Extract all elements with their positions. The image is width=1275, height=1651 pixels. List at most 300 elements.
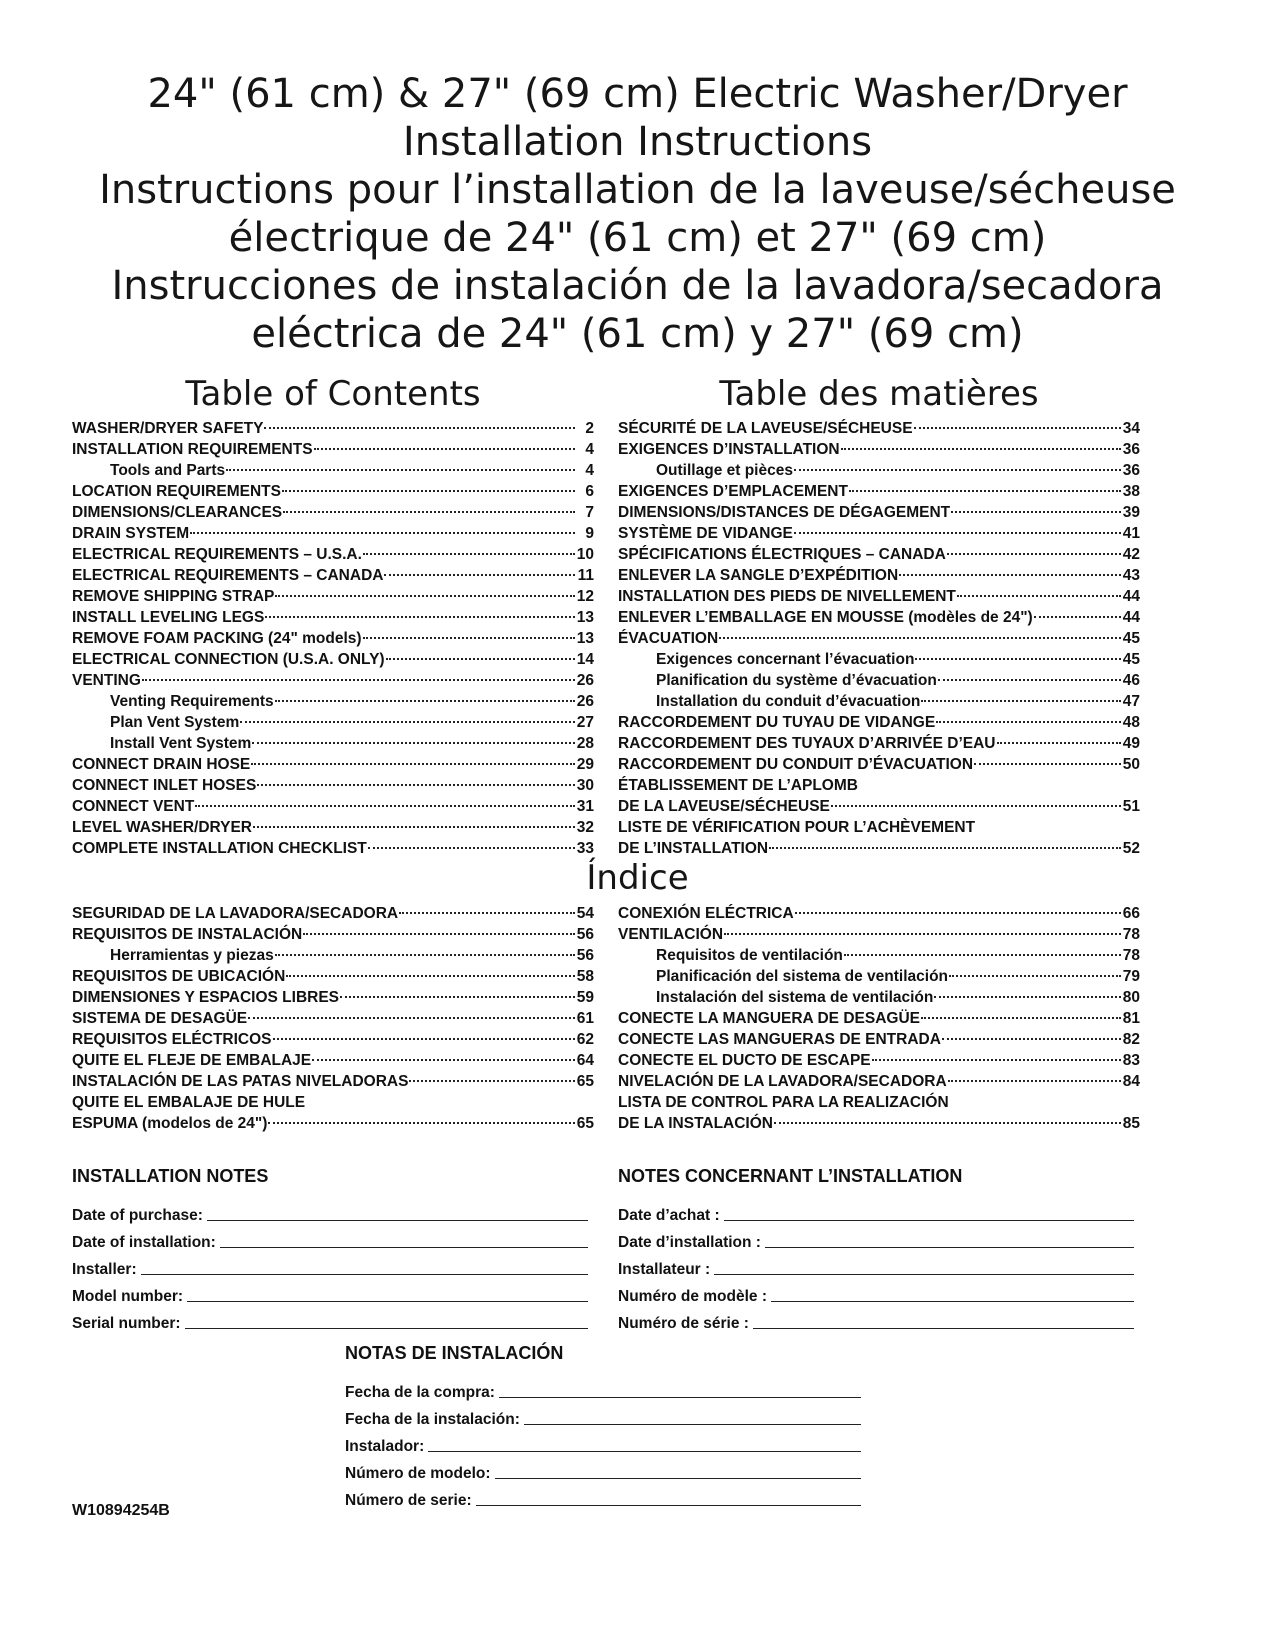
toc-entry-label: DE L’INSTALLATION — [618, 840, 769, 857]
toc-entry[interactable] — [618, 418, 1140, 439]
toc-entry-label: RACCORDEMENT DES TUYAUX D’ARRIVÉE D’EAU — [618, 735, 996, 752]
toc-leader-dots — [264, 427, 575, 429]
toc-entry[interactable] — [618, 460, 1140, 481]
toc-entry[interactable] — [618, 733, 1140, 754]
toc-leader-dots — [282, 490, 575, 492]
installation-notes-fr — [618, 1164, 1134, 1333]
toc-entry-label: LEVEL WASHER/DRYER — [72, 819, 252, 836]
toc-leader-dots — [275, 700, 575, 702]
toc-entry-label: CONNECT INLET HOSES — [72, 777, 257, 794]
toc-entry[interactable] — [618, 565, 1140, 586]
toc-entry[interactable] — [72, 544, 594, 565]
note-field-blank-line[interactable] — [765, 1247, 1134, 1248]
toc-en-heading: Table of Contents — [185, 374, 481, 414]
toc-leader-dots — [240, 721, 575, 723]
note-field-label: Número de modelo: — [345, 1465, 491, 1482]
toc-entry-label: DE LA INSTALACIÓN — [618, 1115, 773, 1132]
toc-entry-label: ÉTABLISSEMENT DE L’APLOMB — [618, 777, 858, 794]
toc-entry-label: COMPLETE INSTALLATION CHECKLIST — [72, 840, 367, 857]
note-field-blank-line[interactable] — [220, 1247, 588, 1248]
toc-entry-label: DRAIN SYSTEM — [72, 525, 190, 542]
toc-entry-label: Outillage et pièces — [656, 462, 793, 479]
toc-entry-page: 56 — [576, 947, 594, 964]
toc-entry[interactable] — [72, 691, 594, 712]
toc-leader-dots — [283, 511, 575, 513]
toc-leader-dots — [769, 847, 1121, 849]
toc-entry[interactable] — [72, 460, 594, 481]
toc-entry-label: RACCORDEMENT DU CONDUIT D’ÉVACUATION — [618, 756, 974, 773]
toc-entry[interactable] — [618, 1029, 1140, 1050]
toc-entry[interactable] — [618, 670, 1140, 691]
toc-leader-dots — [949, 975, 1121, 977]
toc-leader-dots — [872, 1059, 1121, 1061]
toc-entry-label: CONECTE LAS MANGUERAS DE ENTRADA — [618, 1031, 941, 1048]
note-field-row — [72, 1306, 588, 1333]
toc-entry-page: 51 — [1122, 798, 1140, 815]
toc-entry[interactable] — [618, 691, 1140, 712]
toc-entry[interactable] — [72, 670, 594, 691]
toc-entry-label: DIMENSIONES Y ESPACIOS LIBRES — [72, 989, 340, 1006]
toc-entry-label: SPÉCIFICATIONS ÉLECTRIQUES – CANADA — [618, 546, 946, 563]
toc-entry[interactable] — [618, 754, 1140, 775]
note-field-blank-line[interactable] — [207, 1220, 588, 1221]
toc-entry-page: 14 — [576, 651, 594, 668]
toc-leader-dots — [841, 448, 1121, 450]
toc-leader-dots — [286, 975, 575, 977]
toc-entry-label: CONEXIÓN ELÉCTRICA — [618, 905, 794, 922]
toc-entry[interactable] — [72, 733, 594, 754]
toc-leader-dots — [795, 912, 1121, 914]
title-fr-line-2: électrique de 24" (61 cm) et 27" (69 cm) — [228, 215, 1047, 261]
note-field-blank-line[interactable] — [141, 1274, 588, 1275]
notes-fr-heading: NOTES CONCERNANT L’INSTALLATION — [618, 1166, 963, 1186]
toc-leader-dots — [312, 1059, 575, 1061]
toc-entry[interactable] — [618, 544, 1140, 565]
toc-entry-label: INSTALACIÓN DE LAS PATAS NIVELADORAS — [72, 1073, 409, 1090]
note-field-label: Número de serie: — [345, 1492, 472, 1509]
toc-entry-page: 9 — [585, 525, 594, 542]
note-field-label: Model number: — [72, 1288, 184, 1305]
note-field-row — [618, 1198, 1134, 1225]
toc-entry-page: 50 — [1122, 756, 1140, 773]
toc-entry-page: 84 — [1122, 1073, 1140, 1090]
toc-entry-page: 78 — [1122, 926, 1140, 943]
toc-entry-page: 46 — [1122, 672, 1140, 689]
toc-leader-dots — [142, 679, 575, 681]
toc-leader-dots — [774, 1122, 1121, 1124]
toc-entry-label: CONNECT DRAIN HOSE — [72, 756, 251, 773]
note-field-row — [618, 1279, 1134, 1306]
toc-leader-dots — [921, 700, 1121, 702]
toc-entry-page: 27 — [576, 714, 594, 731]
toc-entry-label: Herramientas y piezas — [110, 947, 274, 964]
toc-entry[interactable] — [72, 796, 594, 817]
toc-entry-page: 45 — [1122, 630, 1140, 647]
toc-fr-list — [618, 418, 1140, 859]
toc-entry-page: 78 — [1122, 947, 1140, 964]
toc-entry[interactable] — [618, 1092, 1140, 1113]
toc-entry-label: SEGURIDAD DE LA LAVADORA/SECADORA — [72, 905, 399, 922]
toc-entry-label: INSTALLATION REQUIREMENTS — [72, 441, 313, 458]
toc-entry-page: 26 — [576, 693, 594, 710]
toc-entry-page: 58 — [576, 968, 594, 985]
toc-entry-page: 4 — [585, 462, 594, 479]
toc-leader-dots — [1034, 616, 1121, 618]
toc-entry-label: INSTALL LEVELING LEGS — [72, 609, 265, 626]
toc-entry[interactable] — [72, 481, 594, 502]
toc-entry[interactable] — [618, 817, 1140, 838]
toc-entry[interactable] — [72, 712, 594, 733]
document-number: W10894254B — [72, 1502, 170, 1519]
note-field-row — [72, 1279, 588, 1306]
toc-leader-dots — [938, 679, 1121, 681]
toc-leader-dots — [268, 1122, 575, 1124]
toc-entry-page: 44 — [1122, 609, 1140, 626]
toc-entry-page: 66 — [1122, 905, 1140, 922]
toc-entry-page: 79 — [1122, 968, 1140, 985]
toc-leader-dots — [303, 933, 575, 935]
toc-entry[interactable] — [72, 1008, 594, 1029]
toc-entry[interactable] — [618, 796, 1140, 817]
note-field-label: Date of installation: — [72, 1234, 216, 1251]
toc-entry[interactable] — [72, 523, 594, 544]
toc-leader-dots — [974, 763, 1121, 765]
toc-entry-page: 85 — [1122, 1115, 1140, 1132]
toc-entry-label: Install Vent System — [110, 735, 252, 752]
toc-entry-page: 2 — [585, 420, 594, 437]
toc-entry[interactable] — [618, 628, 1140, 649]
toc-entry-page: 33 — [576, 840, 594, 857]
toc-entry-page: 10 — [576, 546, 594, 563]
installation-notes-en — [72, 1164, 588, 1333]
toc-leader-dots — [849, 490, 1121, 492]
toc-entry[interactable] — [72, 817, 594, 838]
toc-leader-dots — [934, 996, 1121, 998]
toc-entry[interactable] — [72, 628, 594, 649]
notes-es-heading: NOTAS DE INSTALACIÓN — [345, 1343, 564, 1363]
note-field-label: Instalador: — [345, 1438, 425, 1455]
toc-entry[interactable] — [72, 502, 594, 523]
note-field-row — [345, 1429, 861, 1456]
toc-entry-label: CONNECT VENT — [72, 798, 195, 815]
toc-entry[interactable] — [72, 838, 594, 859]
toc-entry-page: 52 — [1122, 840, 1140, 857]
toc-leader-dots — [275, 954, 575, 956]
title-en-line-1: 24" (61 cm) & 27" (69 cm) Electric Washer/Dryer — [147, 71, 1128, 117]
note-field-row — [72, 1225, 588, 1252]
toc-leader-dots — [253, 826, 575, 828]
toc-leader-dots — [363, 637, 575, 639]
toc-entry-label: Plan Vent System — [110, 714, 240, 731]
note-field-blank-line[interactable] — [724, 1220, 1134, 1221]
toc-entry-label: Instalación del sistema de ventilación — [656, 989, 934, 1006]
toc-entry-page: 13 — [576, 630, 594, 647]
toc-entry[interactable] — [618, 1050, 1140, 1071]
toc-entry-label: REQUISITOS DE UBICACIÓN — [72, 968, 286, 985]
note-field-label: Serial number: — [72, 1315, 181, 1332]
toc-entry[interactable] — [72, 754, 594, 775]
toc-entry-label: VENTILACIÓN — [618, 926, 724, 943]
toc-entry[interactable] — [72, 775, 594, 796]
toc-leader-dots — [386, 658, 575, 660]
toc-entry-label: Venting Requirements — [110, 693, 274, 710]
toc-entry-label: LOCATION REQUIREMENTS — [72, 483, 281, 500]
toc-leader-dots — [368, 847, 575, 849]
toc-leader-dots — [947, 553, 1121, 555]
note-field-label: Numéro de modèle : — [618, 1288, 767, 1305]
toc-leader-dots — [899, 574, 1121, 576]
toc-entry[interactable] — [618, 966, 1140, 987]
toc-entry-label: ÉVACUATION — [618, 630, 719, 647]
toc-entry[interactable] — [618, 523, 1140, 544]
toc-es-left-list — [72, 903, 594, 1134]
toc-entry-label: REMOVE FOAM PACKING (24" models) — [72, 630, 362, 647]
toc-entry-page: 7 — [585, 504, 594, 521]
toc-leader-dots — [363, 553, 575, 555]
note-field-blank-line[interactable] — [476, 1505, 861, 1506]
toc-entry[interactable] — [72, 903, 594, 924]
toc-entry-label: ELECTRICAL REQUIREMENTS – CANADA — [72, 567, 384, 584]
toc-entry-page: 12 — [576, 588, 594, 605]
toc-entry-label: INSTALLATION DES PIEDS DE NIVELLEMENT — [618, 588, 956, 605]
toc-entry-label: LISTA DE CONTROL PARA LA REALIZACIÓN — [618, 1094, 949, 1111]
toc-entry-label: Exigences concernant l’évacuation — [656, 651, 915, 668]
toc-entry-label: ELECTRICAL REQUIREMENTS – U.S.A. — [72, 546, 362, 563]
toc-entry-label: Requisitos de ventilación — [656, 947, 843, 964]
toc-leader-dots — [275, 595, 575, 597]
toc-entry[interactable] — [618, 502, 1140, 523]
toc-entry[interactable] — [72, 586, 594, 607]
toc-leader-dots — [951, 511, 1121, 513]
note-field-row — [618, 1252, 1134, 1279]
toc-entry-page: 82 — [1122, 1031, 1140, 1048]
toc-entry[interactable] — [618, 775, 1140, 796]
title-es-line-1: Instrucciones de instalación de la lavadora/secadora — [111, 263, 1164, 309]
toc-entry[interactable] — [72, 649, 594, 670]
toc-entry-page: 43 — [1122, 567, 1140, 584]
toc-entry[interactable] — [618, 1071, 1140, 1092]
note-field-label: Fecha de la compra: — [345, 1384, 495, 1401]
toc-entry-page: 64 — [576, 1052, 594, 1069]
toc-entry-label: Tools and Parts — [110, 462, 226, 479]
toc-entry[interactable] — [618, 481, 1140, 502]
toc-entry-label: REQUISITOS DE INSTALACIÓN — [72, 926, 303, 943]
toc-en-list — [72, 418, 594, 859]
toc-entry-label: Planification du système d’évacuation — [656, 672, 937, 689]
note-field-label: Date d’achat : — [618, 1207, 720, 1224]
toc-entry-label: ELECTRICAL CONNECTION (U.S.A. ONLY) — [72, 651, 385, 668]
toc-leader-dots — [265, 616, 575, 618]
toc-entry-label: WASHER/DRYER SAFETY — [72, 420, 264, 437]
toc-entry-page: 38 — [1122, 483, 1140, 500]
toc-entry[interactable] — [618, 607, 1140, 628]
toc-entry[interactable] — [618, 838, 1140, 859]
toc-entry-page: 11 — [577, 567, 594, 584]
toc-entry-label: RACCORDEMENT DU TUYAU DE VIDANGE — [618, 714, 936, 731]
toc-leader-dots — [190, 532, 575, 534]
note-field-blank-line[interactable] — [185, 1328, 588, 1329]
toc-entry-page: 65 — [576, 1073, 594, 1090]
toc-entry-label: SYSTÈME DE VIDANGE — [618, 525, 793, 542]
toc-entry-page: 49 — [1122, 735, 1140, 752]
toc-entry-label: ENLEVER L’EMBALLAGE EN MOUSSE (modèles de 24") — [618, 609, 1033, 626]
note-field-label: Fecha de la instalación: — [345, 1411, 520, 1428]
note-field-blank-line[interactable] — [714, 1274, 1134, 1275]
toc-leader-dots — [251, 763, 575, 765]
toc-entry[interactable] — [72, 607, 594, 628]
toc-leader-dots — [914, 427, 1121, 429]
toc-entry-page: 39 — [1122, 504, 1140, 521]
toc-entry-page: 32 — [576, 819, 594, 836]
toc-leader-dots — [252, 742, 575, 744]
toc-entry[interactable] — [618, 712, 1140, 733]
notes-en-heading: INSTALLATION NOTES — [72, 1166, 269, 1186]
toc-leader-dots — [724, 933, 1121, 935]
toc-leader-dots — [844, 954, 1121, 956]
note-field-blank-line[interactable] — [771, 1301, 1134, 1302]
toc-leader-dots — [257, 784, 575, 786]
note-field-row — [72, 1198, 588, 1225]
toc-entry-page: 65 — [576, 1115, 594, 1132]
toc-entry-label: QUITE EL FLEJE DE EMBALAJE — [72, 1052, 312, 1069]
toc-entry-page: 13 — [576, 609, 594, 626]
toc-leader-dots — [248, 1017, 575, 1019]
toc-entry[interactable] — [72, 418, 594, 439]
toc-entry[interactable] — [618, 903, 1140, 924]
note-field-label: Installateur : — [618, 1261, 711, 1278]
toc-leader-dots — [399, 912, 575, 914]
toc-leader-dots — [384, 574, 575, 576]
toc-leader-dots — [831, 805, 1121, 807]
toc-entry[interactable] — [618, 924, 1140, 945]
toc-entry-page: 44 — [1122, 588, 1140, 605]
toc-leader-dots — [948, 1080, 1121, 1082]
toc-leader-dots — [409, 1080, 575, 1082]
toc-entry-page: 29 — [576, 756, 594, 773]
toc-entry[interactable] — [72, 945, 594, 966]
toc-leader-dots — [226, 469, 575, 471]
note-field-label: Date of purchase: — [72, 1207, 203, 1224]
toc-entry-page: 62 — [576, 1031, 594, 1048]
toc-entry[interactable] — [618, 945, 1140, 966]
toc-entry-page: 31 — [576, 798, 594, 815]
toc-entry[interactable] — [72, 924, 594, 945]
toc-leader-dots — [794, 469, 1121, 471]
toc-leader-dots — [794, 532, 1121, 534]
note-field-blank-line[interactable] — [187, 1301, 588, 1302]
title-fr-line-1: Instructions pour l’installation de la laveuse/sécheuse — [99, 167, 1176, 213]
toc-entry-page: 28 — [576, 735, 594, 752]
toc-entry-label: DIMENSIONS/DISTANCES DE DÉGAGEMENT — [618, 504, 951, 521]
toc-entry[interactable] — [72, 1071, 594, 1092]
toc-entry[interactable] — [72, 565, 594, 586]
note-field-blank-line[interactable] — [495, 1478, 861, 1479]
toc-entry-page: 34 — [1122, 420, 1140, 437]
note-field-blank-line[interactable] — [499, 1397, 861, 1398]
toc-entry[interactable] — [618, 1008, 1140, 1029]
note-field-blank-line[interactable] — [753, 1328, 1134, 1329]
note-field-label: Installer: — [72, 1261, 137, 1278]
toc-entry-label: ENLEVER LA SANGLE D’EXPÉDITION — [618, 567, 899, 584]
toc-entry-page: 81 — [1122, 1010, 1140, 1027]
toc-entry-label: SÉCURITÉ DE LA LAVEUSE/SÉCHEUSE — [618, 420, 913, 437]
toc-entry-label: NIVELACIÓN DE LA LAVADORA/SECADORA — [618, 1073, 947, 1090]
toc-leader-dots — [921, 1017, 1121, 1019]
toc-entry[interactable] — [72, 966, 594, 987]
note-field-row — [345, 1483, 861, 1510]
toc-entry-page: 61 — [576, 1010, 594, 1027]
toc-leader-dots — [273, 1038, 575, 1040]
note-field-row — [345, 1456, 861, 1483]
toc-entry-label: REMOVE SHIPPING STRAP — [72, 588, 275, 605]
toc-leader-dots — [915, 658, 1121, 660]
document-title-block — [0, 70, 1275, 358]
toc-leader-dots — [957, 595, 1121, 597]
note-field-blank-line[interactable] — [428, 1451, 861, 1452]
title-es-line-2: eléctrica de 24" (61 cm) y 27" (69 cm) — [251, 311, 1024, 357]
toc-entry-page: 47 — [1122, 693, 1140, 710]
toc-entry[interactable] — [72, 987, 594, 1008]
toc-entry-label: ESPUMA (modelos de 24") — [72, 1115, 268, 1132]
toc-entry-label: CONECTE EL DUCTO DE ESCAPE — [618, 1052, 871, 1069]
toc-entry[interactable] — [618, 1113, 1140, 1134]
note-field-blank-line[interactable] — [524, 1424, 861, 1425]
toc-entry-page: 45 — [1122, 651, 1140, 668]
note-field-row — [618, 1306, 1134, 1333]
toc-entry-label: QUITE EL EMBALAJE DE HULE — [72, 1094, 306, 1111]
toc-entry[interactable] — [72, 1092, 594, 1113]
toc-entry-page: 56 — [576, 926, 594, 943]
toc-entry-label: CONECTE LA MANGUERA DE DESAGÜE — [618, 1010, 920, 1027]
toc-entry-page: 30 — [576, 777, 594, 794]
note-field-row — [618, 1225, 1134, 1252]
toc-entry-page: 6 — [585, 483, 594, 500]
note-field-label: Numéro de série : — [618, 1315, 749, 1332]
toc-leader-dots — [936, 721, 1121, 723]
toc-entry-page: 80 — [1122, 989, 1140, 1006]
note-field-row — [72, 1252, 588, 1279]
toc-entry-label: EXIGENCES D’EMPLACEMENT — [618, 483, 848, 500]
toc-entry[interactable] — [618, 439, 1140, 460]
toc-entry[interactable] — [72, 439, 594, 460]
toc-entry-label: EXIGENCES D’INSTALLATION — [618, 441, 840, 458]
toc-leader-dots — [942, 1038, 1121, 1040]
toc-entry-page: 36 — [1122, 441, 1140, 458]
toc-entry[interactable] — [618, 987, 1140, 1008]
toc-entry[interactable] — [72, 1029, 594, 1050]
toc-entry-page: 83 — [1122, 1052, 1140, 1069]
note-field-row — [345, 1375, 861, 1402]
toc-entry[interactable] — [618, 586, 1140, 607]
toc-entry-label: REQUISITOS ELÉCTRICOS — [72, 1031, 272, 1048]
toc-entry-page: 42 — [1122, 546, 1140, 563]
toc-entry-page: 48 — [1122, 714, 1140, 731]
toc-es-heading: Índice — [586, 858, 689, 898]
toc-leader-dots — [997, 742, 1122, 744]
toc-entry-label: DE LA LAVEUSE/SÉCHEUSE — [618, 798, 830, 815]
installation-notes-es — [345, 1341, 861, 1510]
toc-fr-heading: Table des matières — [719, 374, 1039, 414]
toc-entry[interactable] — [618, 649, 1140, 670]
toc-entry-label: LISTE DE VÉRIFICATION POUR L’ACHÈVEMENT — [618, 819, 976, 836]
toc-entry-label: DIMENSIONS/CLEARANCES — [72, 504, 283, 521]
toc-entry-page: 59 — [576, 989, 594, 1006]
toc-leader-dots — [195, 805, 575, 807]
toc-entry[interactable] — [72, 1050, 594, 1071]
toc-entry[interactable] — [72, 1113, 594, 1134]
toc-entry-page: 54 — [576, 905, 594, 922]
toc-entry-label: VENTING — [72, 672, 141, 689]
